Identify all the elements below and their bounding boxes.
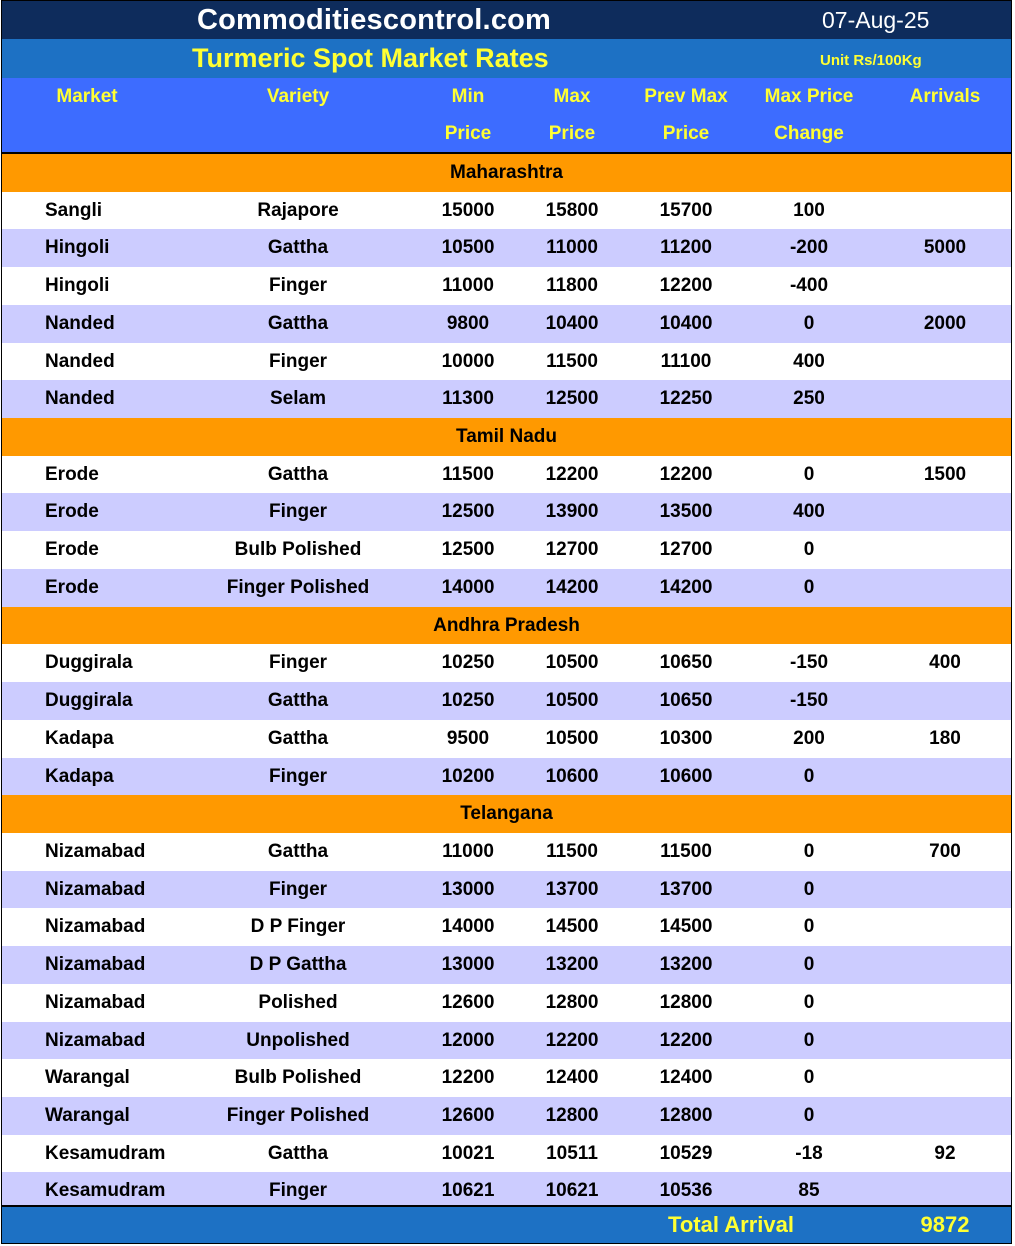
cell-max-price: 13200 <box>545 954 599 976</box>
column-header-max-price <box>512 78 632 152</box>
cell-max-price-change: 0 <box>803 1067 815 1089</box>
cell-variety: Rajapore <box>257 199 339 221</box>
cell-max-price-change: -200 <box>789 237 829 259</box>
cell-arrivals: 2000 <box>923 312 967 334</box>
table-row <box>2 456 1011 494</box>
cell-variety: Finger <box>268 765 328 787</box>
cell-variety: Unpolished <box>246 1029 350 1051</box>
cell-variety: Finger <box>268 1180 328 1202</box>
column-header-line1: Market <box>56 85 118 107</box>
cell-prev-max-price: 14500 <box>659 916 713 938</box>
cell-prev-max-price: 11500 <box>660 840 712 862</box>
cell-prev-max-price: 15700 <box>659 199 713 221</box>
cell-prev-max-price: 12200 <box>659 1029 713 1051</box>
region-name: Maharashtra <box>450 162 563 183</box>
cell-max-price: 11800 <box>546 275 598 297</box>
column-header-line1: Arrivals <box>909 85 981 107</box>
table-body <box>2 154 1011 1210</box>
cell-min-price: 12600 <box>441 991 495 1013</box>
cell-max-price: 12800 <box>545 991 599 1013</box>
cell-max-price-change: 0 <box>803 991 815 1013</box>
cell-market: Nizamabad <box>45 878 146 900</box>
cell-max-price-change: 0 <box>803 312 815 334</box>
cell-max-price: 10500 <box>545 652 599 674</box>
cell-variety: Selam <box>270 388 326 410</box>
cell-market: Nanded <box>45 388 115 410</box>
column-header-line1: Max Price <box>764 85 854 107</box>
column-header-line2: Change <box>774 122 844 144</box>
cell-min-price: 9500 <box>446 727 490 749</box>
cell-market: Nizamabad <box>45 954 146 976</box>
cell-prev-max-price: 13500 <box>659 501 713 523</box>
region-name: Andhra Pradesh <box>433 614 580 636</box>
cell-max-price-change: 0 <box>803 1029 815 1051</box>
column-header-line1: Min <box>451 85 485 107</box>
top-banner <box>2 1 1011 39</box>
cell-prev-max-price: 12700 <box>659 539 713 561</box>
cell-prev-max-price: 10300 <box>659 727 713 749</box>
column-header-line2: Price <box>548 122 596 144</box>
cell-max-price: 10621 <box>545 1180 599 1202</box>
cell-variety: Bulb Polished <box>234 539 362 561</box>
cell-min-price: 14000 <box>441 576 495 598</box>
cell-variety: Finger Polished <box>226 1104 370 1126</box>
cell-variety: D P Gattha <box>249 954 347 976</box>
cell-max-price: 14500 <box>545 916 599 938</box>
table-row <box>2 305 1011 343</box>
table-row <box>2 682 1011 720</box>
cell-max-price-change: 0 <box>803 539 815 561</box>
cell-max-price: 12700 <box>545 539 599 561</box>
region-header <box>2 418 1011 456</box>
cell-market: Nanded <box>45 312 115 334</box>
cell-min-price: 12000 <box>441 1029 495 1051</box>
cell-market: Kesamudram <box>45 1142 166 1164</box>
total-arrival-value: 9872 <box>920 1212 970 1237</box>
table-row <box>2 192 1011 230</box>
cell-arrivals: 400 <box>929 652 961 674</box>
region-header <box>2 607 1011 645</box>
cell-max-price-change: 85 <box>798 1180 820 1202</box>
table-row <box>2 569 1011 607</box>
cell-max-price-change: 0 <box>803 1104 815 1126</box>
cell-min-price: 10500 <box>441 237 495 259</box>
region-name: Telangana <box>460 803 553 825</box>
cell-variety: Gattha <box>267 237 329 259</box>
column-header-line2 <box>942 117 947 151</box>
cell-arrivals: 1500 <box>923 463 967 485</box>
cell-market: Duggirala <box>45 652 133 674</box>
region-header <box>2 154 1011 192</box>
cell-prev-max-price: 12400 <box>659 1067 713 1089</box>
table-row <box>2 493 1011 531</box>
column-header-max-price-change <box>749 78 869 152</box>
cell-min-price: 12600 <box>441 1104 495 1126</box>
cell-prev-max-price: 10536 <box>659 1180 713 1202</box>
cell-max-price-change: 0 <box>803 463 815 485</box>
cell-market: Erode <box>45 576 99 598</box>
column-header-line2: Price <box>444 122 492 144</box>
table-row <box>2 833 1011 871</box>
cell-min-price: 12200 <box>441 1067 495 1089</box>
cell-market: Nanded <box>45 350 115 372</box>
cell-max-price-change: -18 <box>795 1142 823 1164</box>
cell-variety: Gattha <box>267 463 329 485</box>
table-row <box>2 1059 1011 1097</box>
cell-max-price-change: 250 <box>793 388 825 410</box>
cell-market: Sangli <box>45 199 103 221</box>
table-row <box>2 229 1011 267</box>
region-name: Tamil Nadu <box>456 426 557 448</box>
cell-variety: Finger <box>268 501 328 523</box>
cell-min-price: 10021 <box>441 1142 495 1164</box>
cell-arrivals: 92 <box>934 1142 956 1164</box>
cell-variety: Bulb Polished <box>234 1067 362 1089</box>
cell-market: Duggirala <box>45 690 133 712</box>
cell-min-price: 11300 <box>442 388 494 410</box>
cell-prev-max-price: 10600 <box>659 765 713 787</box>
table-row <box>2 984 1011 1022</box>
cell-prev-max-price: 12200 <box>659 275 713 297</box>
table-row <box>2 1022 1011 1060</box>
cell-variety: Finger Polished <box>226 576 370 598</box>
cell-max-price: 12800 <box>545 1104 599 1126</box>
cell-prev-max-price: 13200 <box>659 954 713 976</box>
cell-arrivals: 5000 <box>923 237 967 259</box>
cell-prev-max-price: 11200 <box>660 237 712 259</box>
cell-max-price-change: 0 <box>803 954 815 976</box>
cell-prev-max-price: 12250 <box>659 388 713 410</box>
cell-prev-max-price: 14200 <box>659 576 713 598</box>
cell-min-price: 14000 <box>441 916 495 938</box>
column-header-market <box>27 78 147 152</box>
cell-variety: Gattha <box>267 312 329 334</box>
cell-max-price-change: 0 <box>803 878 815 900</box>
cell-market: Nizamabad <box>45 916 146 938</box>
cell-prev-max-price: 11100 <box>660 350 712 372</box>
cell-variety: Finger <box>268 275 328 297</box>
unit-label: Unit Rs/100Kg <box>820 52 922 69</box>
cell-max-price: 13900 <box>545 501 599 523</box>
cell-min-price: 9800 <box>446 312 490 334</box>
cell-market: Nizamabad <box>45 840 146 862</box>
cell-market: Kadapa <box>45 765 114 787</box>
cell-max-price-change: 0 <box>803 576 815 598</box>
cell-prev-max-price: 10400 <box>659 312 713 334</box>
cell-min-price: 12500 <box>441 539 495 561</box>
cell-prev-max-price: 10529 <box>659 1142 713 1164</box>
cell-variety: Gattha <box>267 690 329 712</box>
table-row <box>2 871 1011 909</box>
table-row <box>2 644 1011 682</box>
table-row <box>2 908 1011 946</box>
table-row <box>2 343 1011 381</box>
cell-variety: Gattha <box>267 840 329 862</box>
page-title: Turmeric Spot Market Rates <box>192 43 549 73</box>
column-header-line2 <box>84 117 89 151</box>
cell-max-price: 15800 <box>545 199 599 221</box>
cell-max-price-change: -400 <box>789 275 829 297</box>
cell-min-price: 10000 <box>441 350 495 372</box>
column-header-prev-max-price <box>626 78 746 152</box>
column-header-variety <box>238 78 358 152</box>
cell-min-price: 13000 <box>441 954 495 976</box>
cell-max-price: 11500 <box>546 350 598 372</box>
column-header-min-price <box>408 78 528 152</box>
cell-max-price-change: 0 <box>803 840 815 862</box>
cell-market: Nizamabad <box>45 991 146 1013</box>
cell-min-price: 10621 <box>441 1180 495 1202</box>
cell-market: Erode <box>45 539 99 561</box>
cell-market: Erode <box>45 463 99 485</box>
cell-max-price: 10600 <box>545 765 599 787</box>
cell-max-price-change: 100 <box>793 199 825 221</box>
cell-prev-max-price: 10650 <box>659 690 713 712</box>
cell-market: Hingoli <box>45 275 110 297</box>
cell-max-price-change: 0 <box>803 916 815 938</box>
table-row <box>2 267 1011 305</box>
title-banner <box>2 39 1011 78</box>
cell-variety: Gattha <box>267 727 329 749</box>
cell-min-price: 11000 <box>442 275 494 297</box>
column-header-line2 <box>295 117 300 151</box>
column-header-line1: Max <box>553 85 591 107</box>
cell-max-price: 10511 <box>546 1142 598 1164</box>
cell-market: Hingoli <box>45 237 110 259</box>
table-row <box>2 531 1011 569</box>
total-arrival-label: Total Arrival <box>668 1212 794 1237</box>
cell-min-price: 10250 <box>441 690 495 712</box>
cell-max-price-change: -150 <box>789 690 829 712</box>
cell-prev-max-price: 12200 <box>659 463 713 485</box>
cell-max-price-change: 0 <box>803 765 815 787</box>
cell-max-price-change: 400 <box>793 501 825 523</box>
cell-max-price: 11000 <box>546 237 598 259</box>
report-date: 07-Aug-25 <box>822 7 930 33</box>
cell-market: Kadapa <box>45 727 114 749</box>
cell-arrivals: 180 <box>929 727 961 749</box>
cell-min-price: 11500 <box>442 463 494 485</box>
cell-variety: Gattha <box>267 1142 329 1164</box>
column-header-line1: Variety <box>266 85 330 107</box>
cell-max-price-change: -150 <box>789 652 829 674</box>
cell-max-price: 12400 <box>545 1067 599 1089</box>
total-arrival-footer <box>2 1205 1011 1243</box>
cell-market: Warangal <box>45 1067 130 1089</box>
cell-max-price: 10400 <box>545 312 599 334</box>
cell-prev-max-price: 12800 <box>659 1104 713 1126</box>
cell-variety: Finger <box>268 878 328 900</box>
cell-max-price: 14200 <box>545 576 599 598</box>
cell-min-price: 11000 <box>442 840 494 862</box>
site-name: Commoditiescontrol.com <box>197 4 552 36</box>
cell-variety: Polished <box>258 991 338 1013</box>
table-row <box>2 380 1011 418</box>
cell-min-price: 10200 <box>441 765 495 787</box>
column-header-line1: Prev Max <box>644 85 728 107</box>
table-row <box>2 720 1011 758</box>
column-header <box>2 78 1011 154</box>
cell-market: Nizamabad <box>45 1029 146 1051</box>
table-row <box>2 1135 1011 1173</box>
table-row <box>2 758 1011 796</box>
table-row <box>2 1097 1011 1135</box>
region-header <box>2 795 1011 833</box>
rates-sheet <box>1 0 1012 1244</box>
cell-max-price: 13700 <box>545 878 599 900</box>
cell-prev-max-price: 13700 <box>659 878 713 900</box>
cell-max-price: 11500 <box>546 840 598 862</box>
cell-arrivals: 700 <box>929 840 961 862</box>
cell-prev-max-price: 12800 <box>659 991 713 1013</box>
cell-max-price: 12500 <box>545 388 599 410</box>
cell-market: Warangal <box>45 1104 130 1126</box>
cell-market: Erode <box>45 501 99 523</box>
cell-max-price: 10500 <box>545 690 599 712</box>
column-header-arrivals <box>885 78 1005 152</box>
cell-variety: D P Finger <box>250 916 346 938</box>
cell-max-price: 12200 <box>545 463 599 485</box>
cell-variety: Finger <box>268 350 328 372</box>
table-row <box>2 946 1011 984</box>
cell-variety: Finger <box>268 652 328 674</box>
cell-max-price: 10500 <box>545 727 599 749</box>
cell-min-price: 13000 <box>441 878 495 900</box>
cell-min-price: 12500 <box>441 501 495 523</box>
cell-market: Kesamudram <box>45 1180 166 1202</box>
column-header-line2: Price <box>662 122 710 144</box>
cell-max-price-change: 400 <box>793 350 825 372</box>
cell-prev-max-price: 10650 <box>659 652 713 674</box>
cell-min-price: 15000 <box>441 199 495 221</box>
cell-min-price: 10250 <box>441 652 495 674</box>
cell-max-price-change: 200 <box>793 727 825 749</box>
cell-max-price: 12200 <box>545 1029 599 1051</box>
